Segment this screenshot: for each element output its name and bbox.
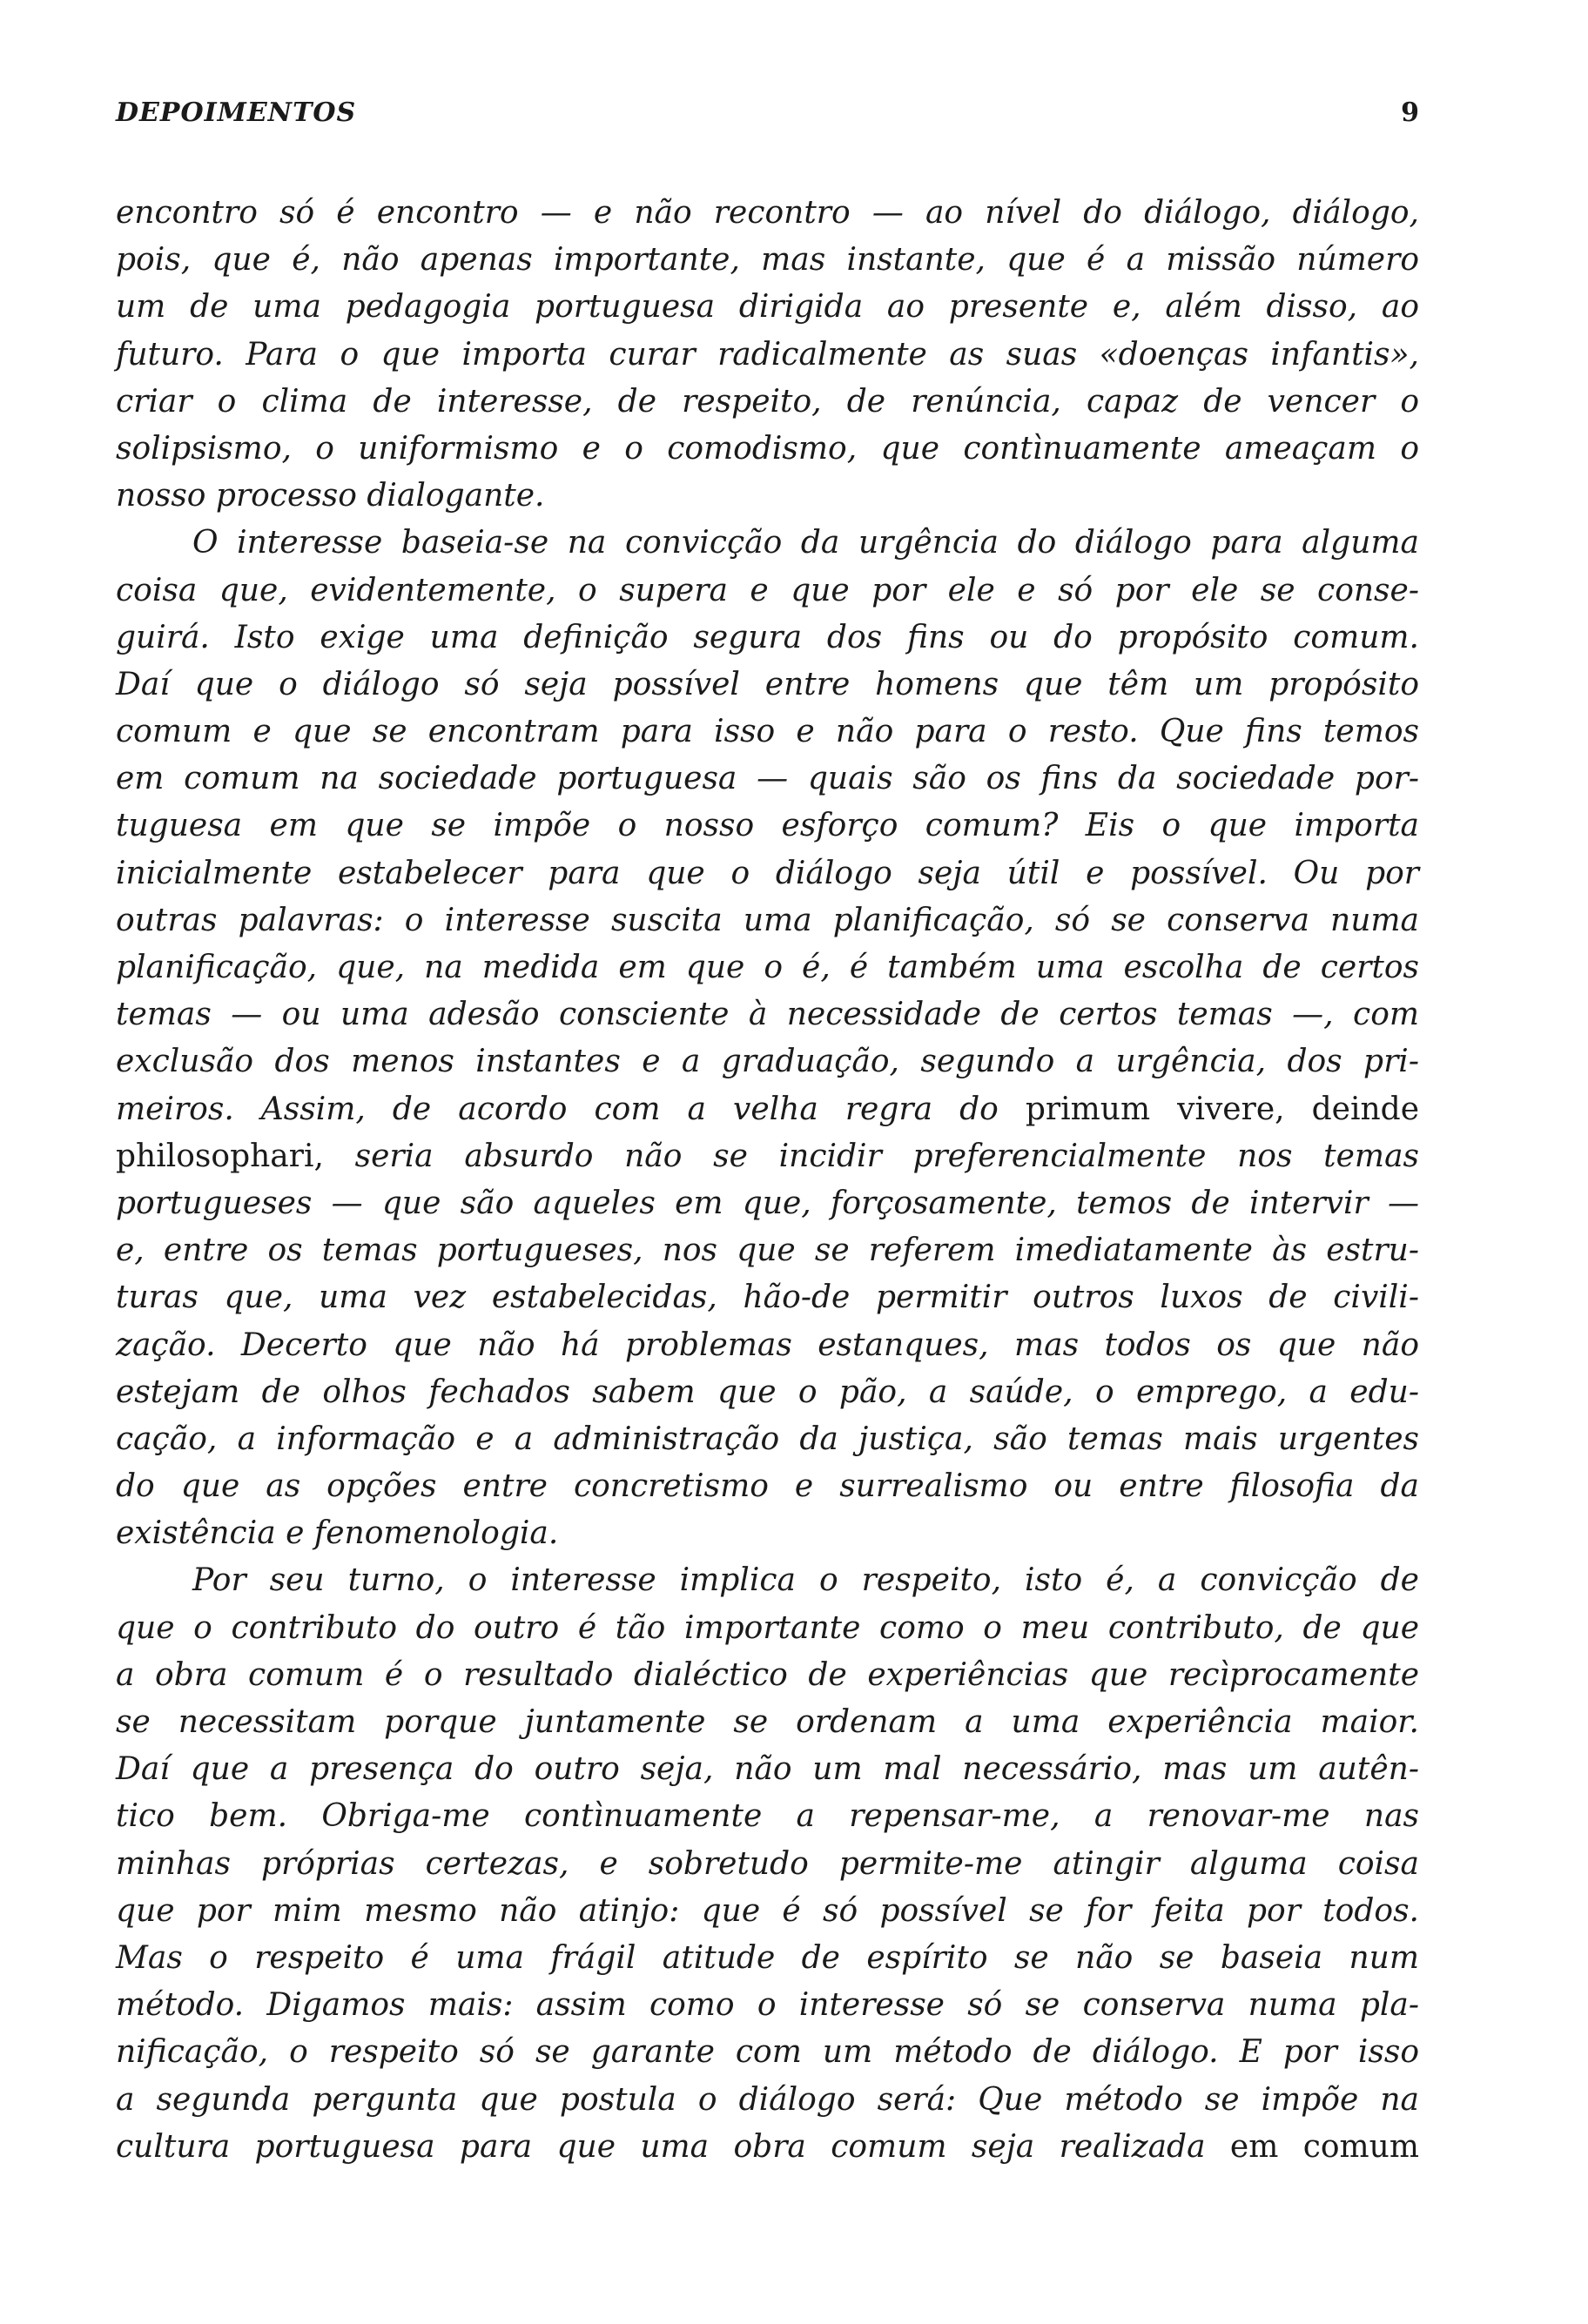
text-line: inicialmente estabelecer para que o diálogo seja útil e possível. Ou por [116, 855, 1419, 891]
text-line: meiros. Assim, de acordo com a velha regra do primum vivere, deinde [116, 1091, 1419, 1127]
text-line: a obra comum é o resultado dialéctico de experiências que recìprocamente [116, 1656, 1419, 1693]
text-line: nosso processo dialogante. [116, 478, 545, 514]
text-line: a segunda pergunta que postula o diálogo será: Que método se impõe na [116, 2081, 1419, 2118]
text-line: que o contributo do outro é tão importante como o meu contributo, de que [116, 1609, 1419, 1646]
text-line: O interesse baseia-se na convicção da urgência do diálogo para alguma [192, 525, 1419, 561]
text-line: cultura portuguesa para que uma obra comum seja realizada em comum [116, 2128, 1419, 2165]
running-head [116, 97, 1419, 141]
text-line: existência e fenomenologia. [116, 1515, 559, 1552]
roman-phrase: philosophari, [116, 1138, 324, 1174]
text-line: philosophari, seria absurdo não se incidir preferencialmente nos temas [116, 1138, 1419, 1174]
text-line: exclusão dos menos instantes e a graduação, segundo a urgência, dos pri- [116, 1044, 1419, 1080]
text-line: tico bem. Obriga-me contìnuamente a repensar-me, a renovar-me nas [116, 1798, 1419, 1835]
text-line: e, entre os temas portugueses, nos que se referem imediatamente às estru- [116, 1233, 1419, 1269]
text-line: encontro só é encontro — e não recontro — ao nível do diálogo, diálogo, [116, 195, 1419, 231]
text-line: minhas próprias certezas, e sobretudo permite-me atingir alguma coisa [116, 1845, 1419, 1882]
text-line: Daí que a presença do outro seja, não um mal necessário, mas um autên- [116, 1751, 1419, 1788]
text-line: se necessitam porque juntamente se ordenam a uma experiência maior. [116, 1704, 1419, 1740]
text-line: Mas o respeito é uma frágil atitude de espírito se não se baseia num [116, 1939, 1419, 1976]
text-line: comum e que se encontram para isso e não para o resto. Que fins temos [116, 714, 1419, 750]
text-line: Por seu turno, o interesse implica o respeito, isto é, a convicção de [192, 1562, 1419, 1599]
text-line: que por mim mesmo não atinjo: que é só possível se for feita por todos. [116, 1892, 1419, 1929]
roman-phrase: em comum [1229, 2128, 1419, 2165]
text-line: planificação, que, na medida em que o é, é também uma escolha de certos [116, 950, 1419, 985]
text-line: do que as opções entre concretismo e surrealismo ou entre filosofia da [116, 1468, 1419, 1505]
running-title: DEPOIMENTOS [116, 97, 357, 128]
text-line: estejam de olhos fechados sabem que o pão, a saúde, o emprego, a edu- [116, 1374, 1419, 1410]
text-line: um de uma pedagogia portuguesa dirigida ao presente e, além disso, ao [116, 289, 1419, 326]
text-line: tuguesa em que se impõe o nosso esforço comum? Eis o que importa [116, 808, 1419, 844]
text-line: cação, a informação e a administração da justiça, são temas mais urgentes [116, 1421, 1419, 1457]
text-line: turas que, uma vez estabelecidas, hão-de permitir outros luxos de civili- [116, 1280, 1419, 1316]
text-line: temas — ou uma adesão consciente à necessidade de certos temas —, com [116, 997, 1419, 1033]
text-line: guirá. Isto exige uma definição segura dos fins ou do propósito comum. [116, 619, 1419, 655]
text-line: outras palavras: o interesse suscita uma planificação, só se conserva numa [116, 902, 1419, 938]
text-line: solipsismo, o uniformismo e o comodismo, que contìnuamente ameaçam o [116, 430, 1419, 467]
text-line: coisa que, evidentemente, o supera e que por ele e só por ele se conse- [116, 572, 1419, 608]
text-line: método. Digamos mais: assim como o interesse só se conserva numa pla- [116, 1987, 1419, 2024]
body-text [116, 190, 1419, 2171]
text-line: em comum na sociedade portuguesa — quais são os fins da sociedade por- [116, 761, 1419, 797]
text-line: zação. Decerto que não há problemas estanques, mas todos os que não [116, 1327, 1419, 1363]
text-line: criar o clima de interesse, de respeito, de renúncia, capaz de vencer o [116, 383, 1419, 420]
page-number: 9 [1401, 97, 1419, 128]
roman-phrase: primum vivere, deinde [1025, 1091, 1419, 1127]
text-line: nificação, o respeito só se garante com um método de diálogo. E por isso [116, 2034, 1419, 2071]
text-line: pois, que é, não apenas importante, mas instante, que é a missão número [116, 242, 1419, 279]
text-line: portugueses — que são aqueles em que, forçosamente, temos de intervir — [116, 1185, 1419, 1221]
text-line: Daí que o diálogo só seja possível entre homens que têm um propósito [116, 666, 1419, 702]
text-line: futuro. Para o que importa curar radicalmente as suas «doenças infantis», [116, 336, 1419, 373]
